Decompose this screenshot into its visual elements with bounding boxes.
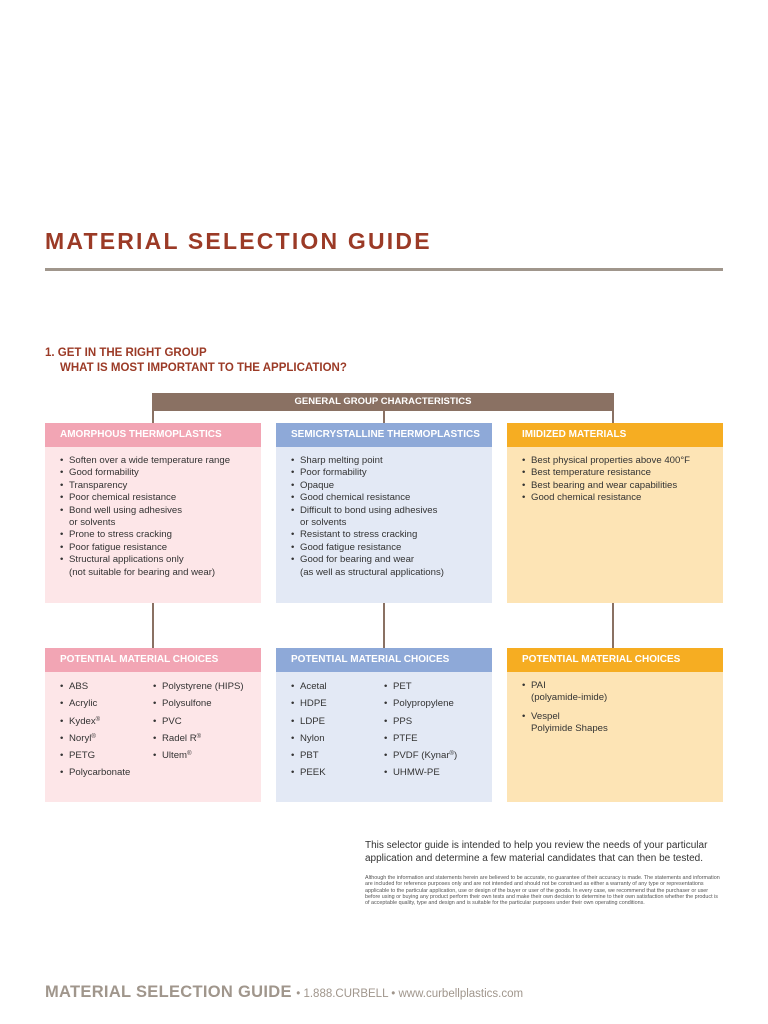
list-item: • Ultem®	[153, 750, 244, 767]
list-item: • Structural applications only (not suitable for bearing and wear)	[60, 554, 261, 579]
registered-mark: ®	[95, 716, 101, 723]
list-item: • PET	[384, 681, 457, 698]
disclaimer-text: Although the information and statements herein are believed to be accurate, no guarantee of their accuracy is made. The statements and information are included for reference purposes only and are not intended and should not be construed as either a warranty of any type or representations applicable to the particular application, use or design of the buyer or user of the goods. In every case, we recommend that the purchaser or user before using or buying any product perform their own tests and make their own decision to determine to their own satisfaction whether the product is of acceptable quality, type and design and is suitable for the particular purposes under their own operating conditions.	[365, 875, 720, 907]
list-item: • PPS	[384, 716, 457, 733]
list-item: • PVDF (Kynar®)	[384, 750, 457, 767]
list-item: • Opaque	[291, 480, 492, 492]
list-item: • Soften over a wide temperature range	[60, 455, 261, 467]
question-line-1: 1. GET IN THE RIGHT GROUP	[45, 347, 207, 359]
list-item: • Good fatigue resistance	[291, 542, 492, 554]
list-item: • Polycarbonate	[60, 767, 130, 784]
connector-line-right-top	[612, 393, 614, 423]
amorphous-choices-right	[153, 681, 244, 767]
connector-line-imidized	[612, 603, 614, 648]
imidized-characteristics-panel	[507, 447, 723, 603]
amorphous-choices-panel	[45, 672, 261, 802]
list-item: • Poor fatigue resistance	[60, 542, 261, 554]
list-item: • UHMW-PE	[384, 767, 457, 784]
list-item: • Vespel Polyimide Shapes	[522, 711, 723, 735]
list-item: • Good chemical resistance	[522, 492, 723, 504]
list-item: • Polysulfone	[153, 698, 244, 715]
list-item: • Good chemical resistance	[291, 492, 492, 504]
amorphous-characteristics-list	[60, 455, 261, 579]
list-item: • Noryl®	[60, 733, 130, 750]
semicrystalline-choices-right	[384, 681, 457, 785]
footer-separator: •	[391, 988, 396, 1000]
list-item: • PEEK	[291, 767, 327, 784]
list-item: • Prone to stress cracking	[60, 529, 261, 541]
connector-line-left-top	[152, 393, 154, 423]
list-item: • Kydex®	[60, 716, 130, 733]
list-item: • Polypropylene	[384, 698, 457, 715]
question-line-2: WHAT IS MOST IMPORTANT TO THE APPLICATION?	[60, 362, 347, 374]
list-item: • PBT	[291, 750, 327, 767]
semicrystalline-characteristics-list	[291, 455, 492, 579]
list-item: • HDPE	[291, 698, 327, 715]
list-item: • Nylon	[291, 733, 327, 750]
connector-line-middle-top	[383, 411, 385, 423]
list-item: • Best bearing and wear capabilities	[522, 480, 723, 492]
list-item: • Polystyrene (HIPS)	[153, 681, 244, 698]
registered-mark: ®	[196, 733, 202, 740]
intro-text: This selector guide is intended to help you review the needs of your particular application and determine a few material candidates that can then be tested.	[365, 840, 708, 864]
list-item: • Acetal	[291, 681, 327, 698]
connector-line-semicrystalline	[383, 603, 385, 648]
imidized-characteristics-list	[522, 455, 723, 505]
semicrystalline-header: SEMICRYSTALLINE THERMOPLASTICS	[276, 423, 492, 447]
list-item: • Radel R®	[153, 733, 244, 750]
imidized-choices-list	[522, 680, 723, 735]
footer-phone: 1.888.CURBELL	[303, 988, 389, 1000]
connector-line-amorphous	[152, 603, 154, 648]
list-item: • Acrylic	[60, 698, 130, 715]
imidized-choices-panel	[507, 672, 723, 802]
imidized-choices-header: POTENTIAL MATERIAL CHOICES	[507, 648, 723, 672]
registered-mark: ®	[449, 751, 454, 758]
amorphous-choices-header: POTENTIAL MATERIAL CHOICES	[45, 648, 261, 672]
list-item: • PETG	[60, 750, 130, 767]
list-item: • PAI (polyamide-imide)	[522, 680, 723, 704]
semicrystalline-choices-header: POTENTIAL MATERIAL CHOICES	[276, 648, 492, 672]
title-rule	[45, 268, 723, 271]
list-item: • PVC	[153, 716, 244, 733]
list-item: • Good formability	[60, 467, 261, 479]
footer-title: MATERIAL SELECTION GUIDE	[45, 983, 292, 1001]
amorphous-header: AMORPHOUS THERMOPLASTICS	[45, 423, 261, 447]
amorphous-choices-left	[60, 681, 130, 785]
list-item: • PTFE	[384, 733, 457, 750]
list-item: • Best temperature resistance	[522, 467, 723, 479]
list-item: • Good for bearing and wear (as well as structural applications)	[291, 554, 492, 579]
general-group-bar: GENERAL GROUP CHARACTERISTICS	[152, 393, 614, 411]
footer	[45, 983, 523, 1002]
registered-mark: ®	[187, 751, 192, 758]
footer-website[interactable]: www.curbellplastics.com	[398, 988, 524, 1000]
list-item: • Difficult to bond using adhesives or solvents	[291, 505, 492, 530]
amorphous-characteristics-panel	[45, 447, 261, 603]
list-item: • Resistant to stress cracking	[291, 529, 492, 541]
list-item: • Poor chemical resistance	[60, 492, 261, 504]
semicrystalline-choices-left	[291, 681, 327, 785]
registered-mark: ®	[91, 733, 96, 740]
list-item: • Transparency	[60, 480, 261, 492]
list-item: • Poor formability	[291, 467, 492, 479]
footer-separator: •	[296, 988, 301, 1000]
list-item: • Sharp melting point	[291, 455, 492, 467]
semicrystalline-choices-panel	[276, 672, 492, 802]
imidized-header: IMIDIZED MATERIALS	[507, 423, 723, 447]
list-item: • LDPE	[291, 716, 327, 733]
semicrystalline-characteristics-panel	[276, 447, 492, 603]
list-item: • ABS	[60, 681, 130, 698]
list-item: • Bond well using adhesives or solvents	[60, 505, 261, 530]
page-title: MATERIAL SELECTION GUIDE	[45, 228, 432, 254]
list-item: • Best physical properties above 400°F	[522, 455, 723, 467]
